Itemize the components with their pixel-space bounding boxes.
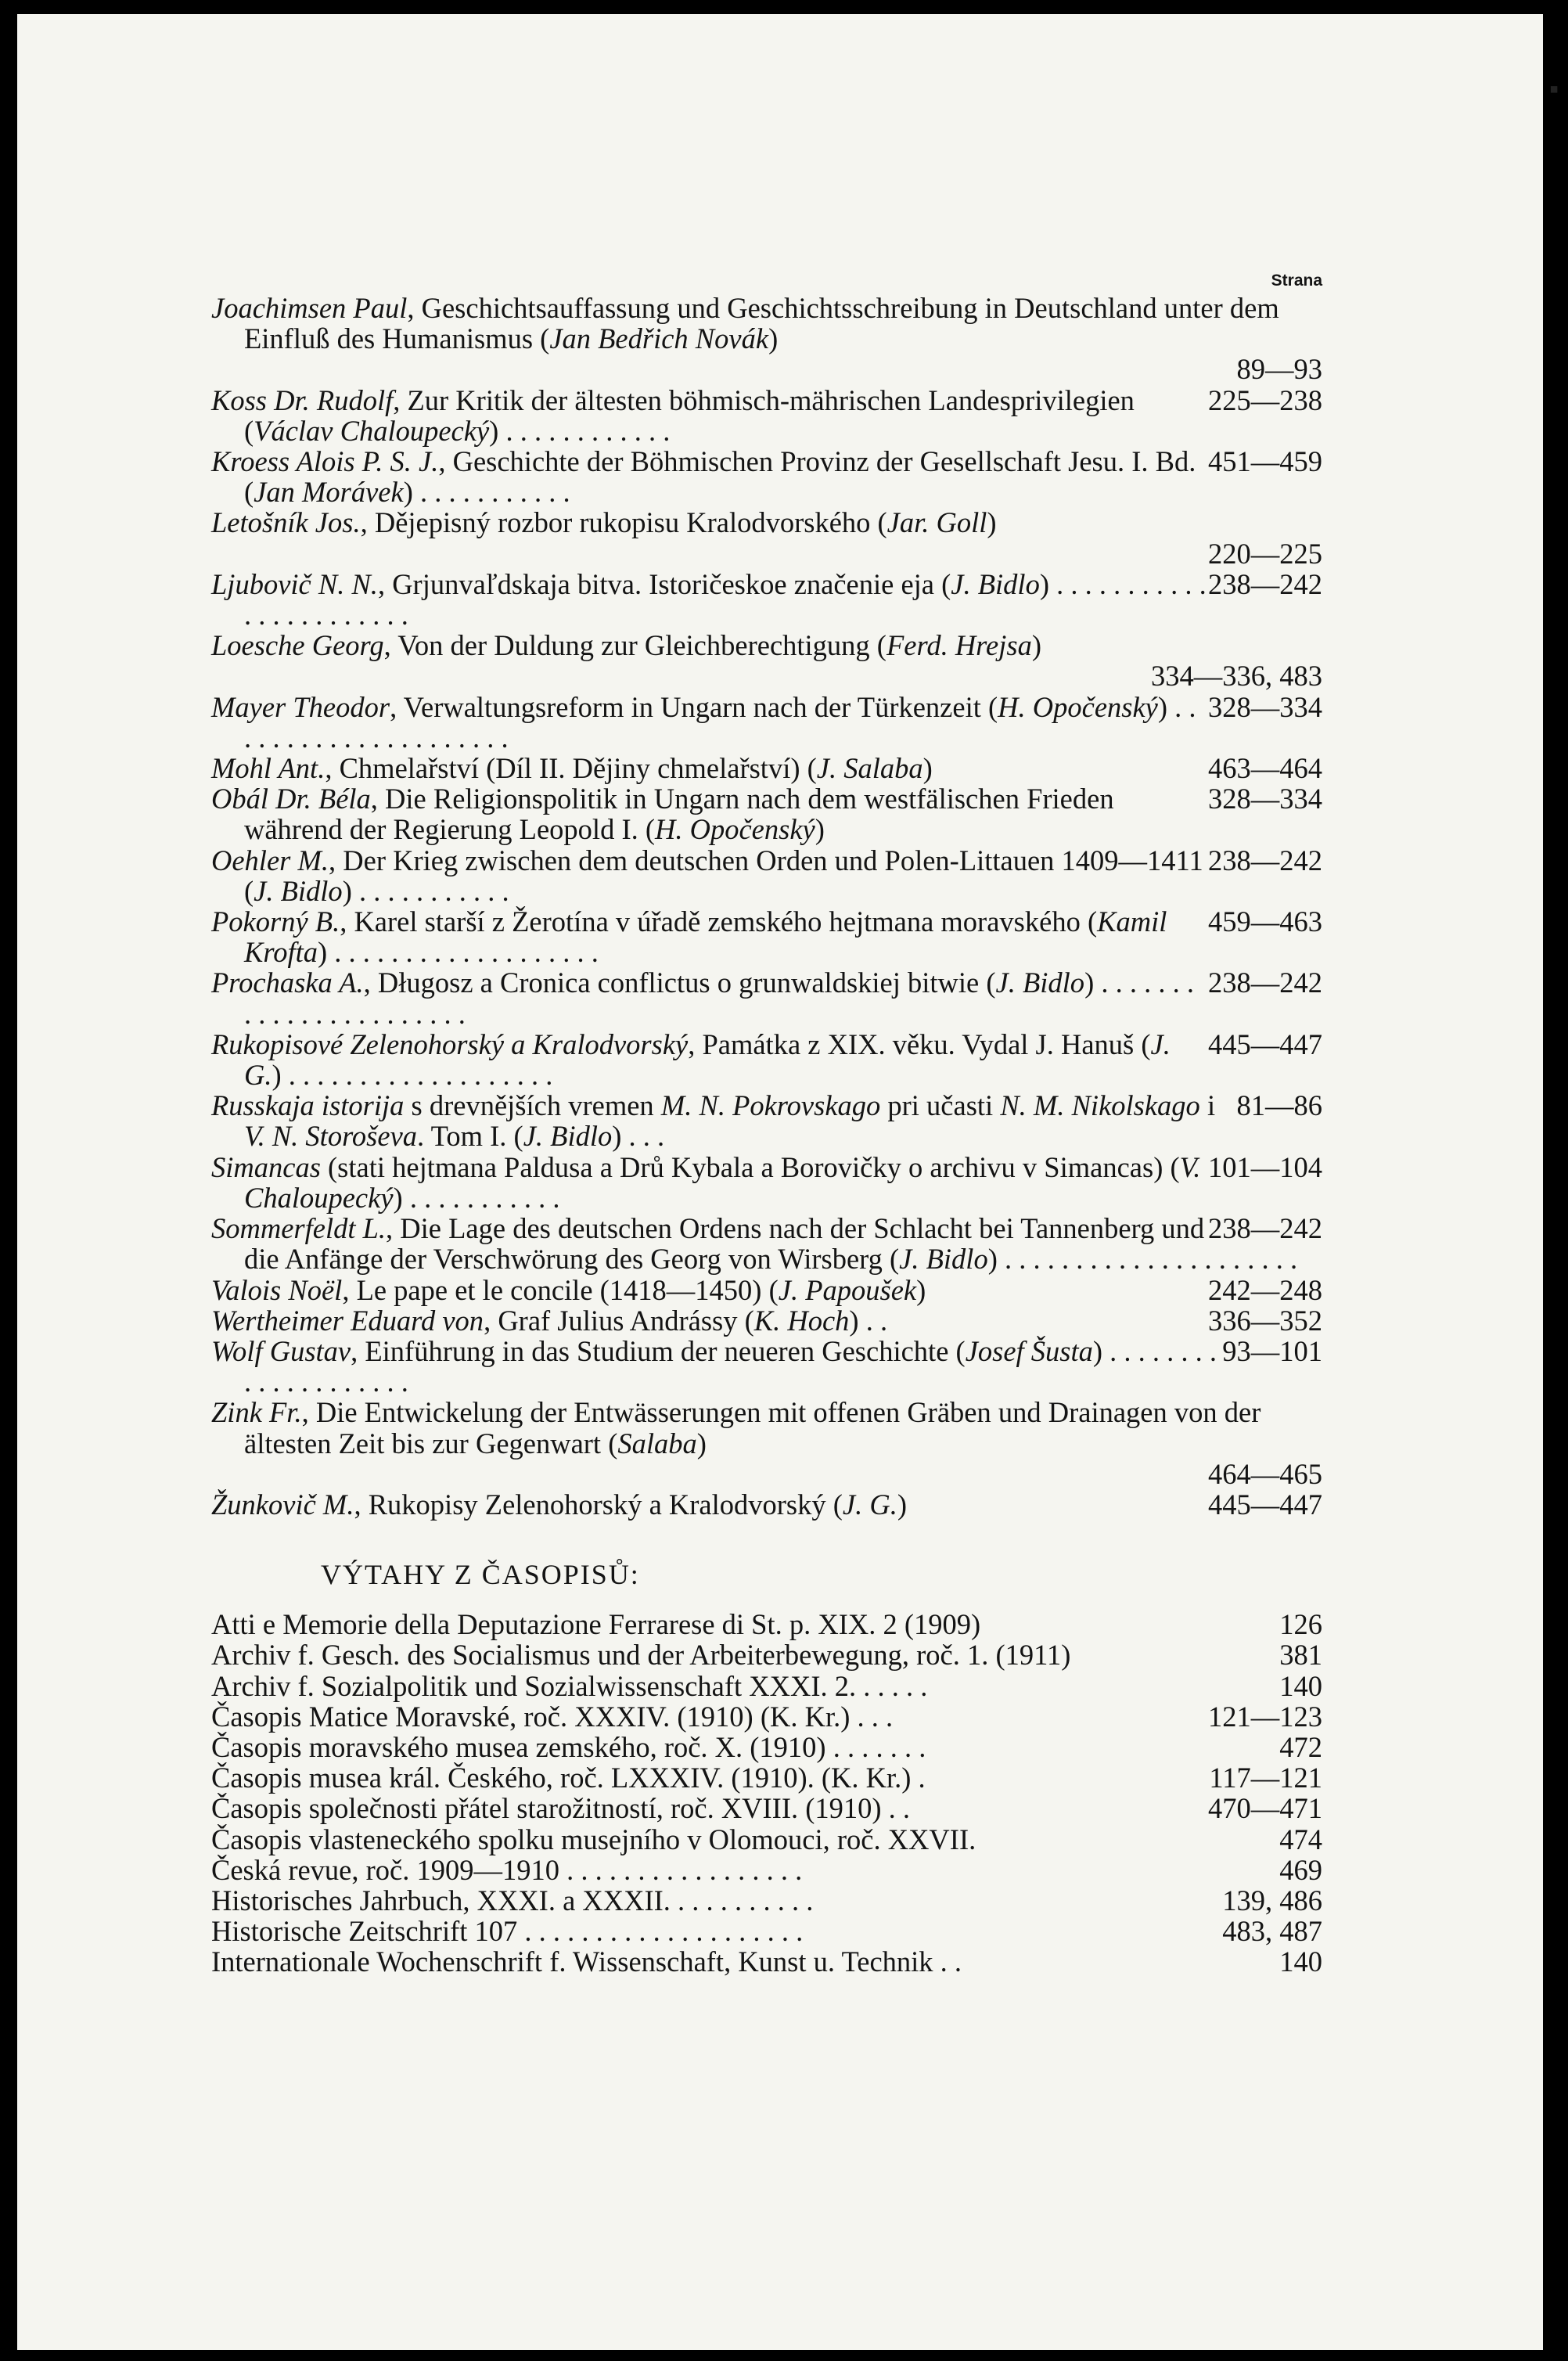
- entry-italic-text: Sommerfeldt L.: [211, 1212, 387, 1245]
- entry-text: , Zur Kritik der ältesten böhmisch-mährischen Landesprivilegien (: [244, 383, 1135, 447]
- journal-entry: [211, 1946, 1322, 1977]
- entry-text: ) . . . . . . . . . . . . . . . . . . . . . . .: [244, 966, 1194, 1030]
- entry-text: ): [916, 1273, 926, 1306]
- entry-text: ) . . . . . . . . . . .: [403, 476, 570, 509]
- journal-title: Časopis musea král. Českého, roč. LXXXIV. (1910). (K. Kr.) .: [211, 1762, 926, 1794]
- journal-pages: 140: [1279, 1669, 1322, 1702]
- journal-title: Archiv f. Gesch. des Socialismus und der Arbeiterbewegung, roč. 1. (1911): [211, 1639, 1071, 1672]
- entry-text: ) . . .: [612, 1120, 665, 1153]
- entry-italic-text: Ferd. Hrejsa: [886, 629, 1032, 662]
- index-entry: [211, 1090, 1322, 1151]
- entry-italic-text: Pokorný B.: [211, 905, 340, 938]
- entry-pages: 220—225: [1208, 537, 1322, 570]
- index-entry: [211, 845, 1322, 906]
- entry-text: , Dějepisný rozbor rukopisu Kralodvorského (: [360, 506, 887, 539]
- journal-entry: [211, 1671, 1322, 1701]
- journal-title: Archiv f. Sozialpolitik und Sozialwissenschaft XXXI. 2. . . . . .: [211, 1669, 928, 1702]
- entry-italic-text: Letošník Jos.: [211, 506, 361, 539]
- index-entry: [211, 630, 1322, 691]
- entry-italic-text: Prochaska A.: [211, 966, 364, 999]
- entry-italic-text: J. Bidlo: [254, 874, 343, 907]
- entry-pages: 89—93: [1236, 353, 1322, 386]
- journal-pages: 474: [1279, 1823, 1322, 1855]
- entry-text: , Von der Duldung zur Gleichberechtigung (: [383, 629, 886, 662]
- entry-italic-text: J. Salaba: [816, 752, 923, 785]
- section-heading: VÝTAHY Z ČASOPISŮ:: [321, 1559, 640, 1591]
- entry-italic-text: H. Opočenský: [998, 690, 1158, 723]
- journal-pages: 483, 487: [1222, 1915, 1322, 1948]
- entry-italic-text: Valois Noël: [211, 1273, 343, 1306]
- entry-pages: 238—242: [1208, 567, 1322, 600]
- index-entry: [211, 569, 1322, 630]
- entry-pages: 93—101: [1222, 1334, 1322, 1367]
- entry-italic-text: J. Bidlo: [523, 1120, 613, 1153]
- entry-pages: 328—334: [1208, 783, 1322, 815]
- entry-pages: 242—248: [1208, 1273, 1322, 1306]
- entry-italic-text: V. Chaloupecký: [244, 1150, 1201, 1214]
- entry-italic-text: Obál Dr. Béla: [211, 783, 371, 815]
- entry-italic-text: Koss Dr. Rudolf: [211, 383, 394, 416]
- index-entry: [211, 1152, 1322, 1213]
- entry-text: , Chmelařství (Díl II. Dějiny chmelařství) (: [325, 752, 817, 785]
- journal-title: Časopis Matice Moravské, roč. XXXIV. (1910) (K. Kr.) . . .: [211, 1700, 894, 1733]
- index-entry: [211, 1397, 1322, 1489]
- entry-text: , Einführung in das Studium der neueren Geschichte (: [351, 1334, 966, 1367]
- margin-mark: ▪: [1549, 75, 1559, 104]
- entry-text: pri učasti: [880, 1089, 1001, 1122]
- entry-italic-text: Ljubovič N. N.: [211, 567, 378, 600]
- journal-pages: 117—121: [1209, 1762, 1322, 1794]
- entry-italic-text: J. Bidlo: [995, 966, 1085, 999]
- entry-italic-text: Jar. Goll: [886, 506, 987, 539]
- index-entry: [211, 1275, 1322, 1305]
- entry-italic-text: Wolf Gustav: [211, 1334, 351, 1367]
- entry-italic-text: Wertheimer Eduard von: [211, 1304, 484, 1337]
- index-entry: [211, 967, 1322, 1028]
- entry-text: , Graf Julius Andrássy (: [484, 1304, 754, 1337]
- entry-text: ): [815, 813, 825, 846]
- index-entry: [211, 783, 1322, 844]
- entry-italic-text: Russkaja istorija: [211, 1089, 405, 1122]
- entry-text: ): [987, 506, 997, 539]
- entry-text: , Die Lage des deutschen Ordens nach der Schlacht bei Tannenberg und die Anfänge der Verschwörung des Georg von Wirsberg (: [244, 1212, 1205, 1276]
- journal-pages: 472: [1279, 1730, 1322, 1763]
- entry-text: ) . . . . . . . . . . . .: [489, 414, 671, 447]
- entry-text: ) . . . . . . . . . . . . . . . . . . . . . . .: [244, 567, 1207, 632]
- journal-entry: [211, 1885, 1322, 1916]
- entry-pages: 238—242: [1208, 844, 1322, 876]
- journal-pages: 121—123: [1208, 1700, 1322, 1733]
- entry-text: , Die Entwickelung der Entwässerungen mit offenen Gräben und Drainagen von der ältesten Zeit bis zur Gegenwart (: [244, 1396, 1261, 1459]
- entry-text: , Der Krieg zwischen dem deutschen Orden und Polen-Littauen 1409—1411 (: [244, 844, 1203, 907]
- index-content: [211, 269, 1322, 1978]
- entry-italic-text: Josef Šusta: [965, 1334, 1093, 1367]
- entry-italic-text: K. Hoch: [753, 1304, 850, 1337]
- journal-entry: [211, 1609, 1322, 1639]
- journal-entry: [211, 1793, 1322, 1823]
- index-entry: [211, 753, 1322, 783]
- entry-italic-text: Jan Morávek: [254, 476, 404, 509]
- section-gap: [211, 1520, 1322, 1559]
- entry-pages: 81—86: [1236, 1089, 1322, 1122]
- entry-text: , Geschichtsauffassung und Geschichtsschreibung in Deutschland unter dem Einfluß des Humanismus (: [244, 292, 1279, 355]
- journal-entry: [211, 1824, 1322, 1855]
- entry-italic-text: Salaba: [617, 1427, 697, 1459]
- entry-pages: 225—238: [1208, 383, 1322, 416]
- entry-pages: 334—336, 483: [1151, 660, 1322, 693]
- journal-pages: 139, 486: [1222, 1884, 1322, 1917]
- reviews-list: [211, 293, 1322, 1520]
- entry-text: i: [1199, 1089, 1216, 1122]
- entry-text: (stati hejtmana Paldusa a Drů Kybala a Borovičky o archivu v Simancas) (: [320, 1150, 1180, 1183]
- entry-italic-text: Václav Chaloupecký: [254, 414, 490, 447]
- journal-entry: [211, 1916, 1322, 1946]
- page-sheet: [17, 14, 1559, 2350]
- index-entry: [211, 906, 1322, 967]
- entry-text: ) . . . . . . . . . . . . . . . . . . . . .: [244, 690, 1196, 754]
- journal-title: Časopis vlasteneckého spolku musejního v Olomouci, roč. XXVII.: [211, 1823, 976, 1855]
- entry-pages: 336—352: [1208, 1304, 1322, 1337]
- entry-text: , Długosz a Cronica conflictus o grunwaldskiej bitwie (: [363, 966, 996, 999]
- journal-title: Atti e Memorie della Deputazione Ferrarese di St. p. XIX. 2 (1909): [211, 1608, 981, 1641]
- entry-text: ) . . . . . . . . . . . . . . . . . . .: [317, 936, 599, 969]
- entry-pages: 451—459: [1208, 445, 1322, 478]
- entry-italic-text: H. Opočenský: [655, 813, 815, 846]
- journal-entry: [211, 1855, 1322, 1885]
- column-label: Strana: [1271, 272, 1322, 290]
- entry-text: ) . . . . . . . . . . .: [393, 1181, 560, 1214]
- index-entry: [211, 507, 1322, 568]
- journal-title: Časopis moravského musea zemského, roč. X. (1910) . . . . . . .: [211, 1730, 926, 1763]
- index-entry: [211, 1336, 1322, 1397]
- entry-pages: 101—104: [1208, 1150, 1322, 1183]
- journal-entry: [211, 1732, 1322, 1762]
- entry-text: ): [768, 322, 779, 355]
- entry-text: , Le pape et le concile (1418—1450) (: [342, 1273, 779, 1306]
- journal-title: Historische Zeitschrift 107 . . . . . . . . . . . . . . . . . . . .: [211, 1915, 804, 1948]
- index-entry: [211, 1489, 1322, 1520]
- entry-italic-text: V. N. Storoševa: [244, 1120, 418, 1153]
- entry-text: , Verwaltungsreform in Ungarn nach der Türkenzeit (: [390, 690, 998, 723]
- entry-text: , Die Religionspolitik in Ungarn nach dem westfälischen Frieden während der Regierung Leopold I. (: [244, 783, 1114, 846]
- entry-italic-text: J. G.: [244, 1028, 1171, 1092]
- entry-italic-text: Žunkovič M.: [211, 1488, 354, 1521]
- entry-pages: 464—465: [1208, 1457, 1322, 1490]
- entry-pages: 445—447: [1208, 1488, 1322, 1521]
- entry-pages: 328—334: [1208, 690, 1322, 723]
- entry-italic-text: Mayer Theodor: [211, 690, 390, 723]
- entry-text: ): [922, 752, 933, 785]
- journal-pages: 470—471: [1208, 1792, 1322, 1825]
- journal-pages: 140: [1279, 1945, 1322, 1978]
- entry-text: ) . . . . . . . . . . .: [342, 874, 509, 907]
- journal-entry: [211, 1639, 1322, 1670]
- entry-pages: 459—463: [1208, 905, 1322, 938]
- entry-italic-text: M. N. Pokrovskago: [660, 1089, 881, 1122]
- entry-text: ) . . . . . . . . . . . . . . . . . . . .: [244, 1334, 1217, 1398]
- entry-text: ) . . . . . . . . . . . . . . . . . . .: [272, 1059, 553, 1092]
- entry-pages: 445—447: [1208, 1028, 1322, 1060]
- entry-text: ): [696, 1427, 707, 1459]
- journal-title: Historisches Jahrbuch, XXXI. a XXXII. . . . . . . . . . .: [211, 1884, 814, 1917]
- index-entry: [211, 1029, 1322, 1090]
- journal-pages: 469: [1279, 1853, 1322, 1886]
- index-entry: [211, 385, 1322, 446]
- journal-entry: [211, 1762, 1322, 1793]
- entry-text: , Památka z XIX. věku. Vydal J. Hanuš (: [688, 1028, 1151, 1060]
- entry-italic-text: Kamil Krofta: [244, 905, 1167, 969]
- entry-italic-text: J. Bidlo: [951, 567, 1040, 600]
- entry-text: , Rukopisy Zelenohorský a Kralodvorský (: [354, 1488, 843, 1521]
- entry-text: , Karel starší z Žerotína v úřadě zemského hejtmana moravského (: [340, 905, 1098, 938]
- journal-title: Časopis společnosti přátel starožitností, roč. XVIII. (1910) . .: [211, 1792, 911, 1825]
- journal-pages: 126: [1279, 1608, 1322, 1641]
- entry-italic-text: N. M. Nikolskago: [1000, 1089, 1200, 1122]
- index-entry: [211, 1305, 1322, 1336]
- entry-italic-text: J. Papoušek: [778, 1273, 917, 1306]
- entry-pages: 238—242: [1208, 966, 1322, 999]
- entry-italic-text: J. G.: [842, 1488, 897, 1521]
- entry-italic-text: Kroess Alois P. S. J.: [211, 445, 439, 478]
- entry-italic-text: Jan Bedřich Novák: [549, 322, 769, 355]
- entry-text: s drevnějších vremen: [404, 1089, 661, 1122]
- index-entry: [211, 692, 1322, 753]
- entry-italic-text: Oehler M.: [211, 844, 329, 876]
- journal-title: Internationale Wochenschrift f. Wissenschaft, Kunst u. Technik . .: [211, 1945, 962, 1978]
- entry-text: ) . .: [849, 1304, 888, 1337]
- entry-pages: 238—242: [1208, 1212, 1322, 1245]
- entry-italic-text: Rukopisové Zelenohorský a Kralodvorský: [211, 1028, 689, 1060]
- entry-text: ): [897, 1488, 908, 1521]
- index-entry: [211, 446, 1322, 507]
- entry-italic-text: Loesche Georg: [211, 629, 384, 662]
- entry-italic-text: Joachimsen Paul: [211, 292, 408, 324]
- entry-text: , Geschichte der Böhmischen Provinz der Gesellschaft Jesu. I. Bd. (: [244, 445, 1196, 509]
- entry-pages: 463—464: [1208, 752, 1322, 785]
- entry-italic-text: Zink Fr.: [211, 1396, 302, 1429]
- entry-italic-text: Simancas: [211, 1150, 321, 1183]
- journal-title: Česká revue, roč. 1909—1910 . . . . . . . . . . . . . . . . .: [211, 1853, 803, 1886]
- entry-text: ) . . . . . . . . . . . . . . . . . . . . .: [987, 1243, 1298, 1276]
- entry-text: ): [1031, 629, 1041, 662]
- entry-italic-text: J. Bidlo: [899, 1243, 988, 1276]
- index-entry: [211, 293, 1322, 385]
- entry-italic-text: Mohl Ant.: [211, 752, 325, 785]
- entry-text: . Tom I. (: [417, 1120, 523, 1153]
- journal-pages: 381: [1279, 1639, 1322, 1672]
- index-entry: [211, 1213, 1322, 1274]
- entry-text: , Grjunvaľdskaja bitva. Istoričeskoe značenie eja (: [377, 567, 951, 600]
- journal-entry: [211, 1701, 1322, 1732]
- journals-list: [211, 1609, 1322, 1977]
